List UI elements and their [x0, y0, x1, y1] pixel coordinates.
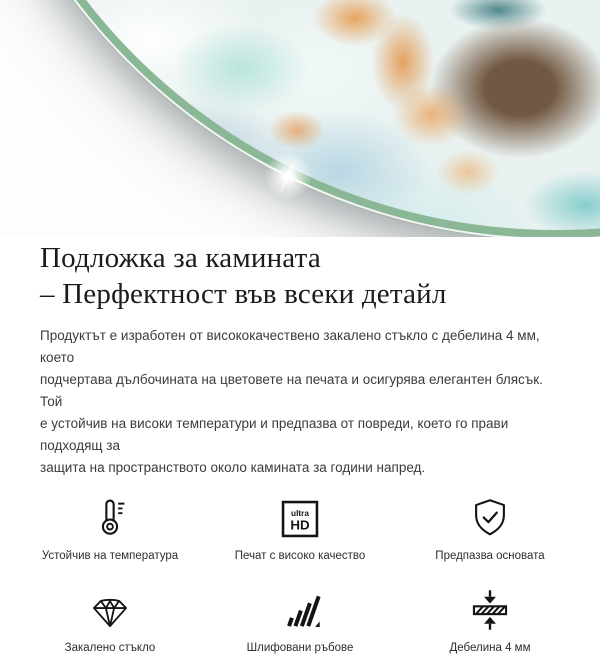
page-title	[40, 240, 560, 312]
feature-label: Шлифовани ръбове	[246, 642, 354, 654]
feature-label: Устойчив на температура	[41, 550, 179, 562]
feature-label: Дебелина 4 мм	[449, 642, 531, 654]
title-line-1: Подложка за камината	[40, 242, 321, 274]
description-line: е устойчив на високи температури и предпазва от повреди, което го прави подходящ за	[40, 416, 509, 453]
sparkle-icon	[258, 146, 318, 206]
thermometer-icon	[87, 493, 133, 541]
feature-temperature	[15, 493, 205, 562]
ultra-hd-icon	[278, 493, 322, 541]
shield-check-icon	[467, 493, 513, 541]
feature-label: Печат с високо качество	[234, 550, 366, 562]
features-grid	[15, 493, 585, 654]
feature-label: Предпазва основата	[435, 550, 545, 562]
polished-edges-icon	[278, 585, 322, 633]
feature-tempered-glass	[15, 585, 205, 654]
feature-thickness	[395, 585, 585, 654]
hero-image	[0, 0, 600, 237]
diamond-icon	[86, 585, 134, 633]
title-line-2: – Перфектност във всеки детайл	[40, 278, 447, 310]
feature-label: Закалено стъкло	[64, 642, 156, 654]
feature-protects-base	[395, 493, 585, 562]
product-description	[40, 325, 560, 479]
description-line: Продуктът е изработен от висококачествено закалено стъкло с дебелина 4 мм, което	[40, 328, 540, 365]
svg-text:ultra: ultra	[291, 508, 309, 518]
feature-polished-edges	[205, 585, 395, 654]
svg-text:HD: HD	[290, 517, 310, 533]
description-line: защита на пространството около камината за години напред.	[40, 460, 426, 475]
feature-print-quality	[205, 493, 395, 562]
thickness-icon	[468, 585, 512, 633]
description-line: подчертава дълбочината на цветовете на печата и осигурява елегантен блясък. Той	[40, 372, 543, 409]
